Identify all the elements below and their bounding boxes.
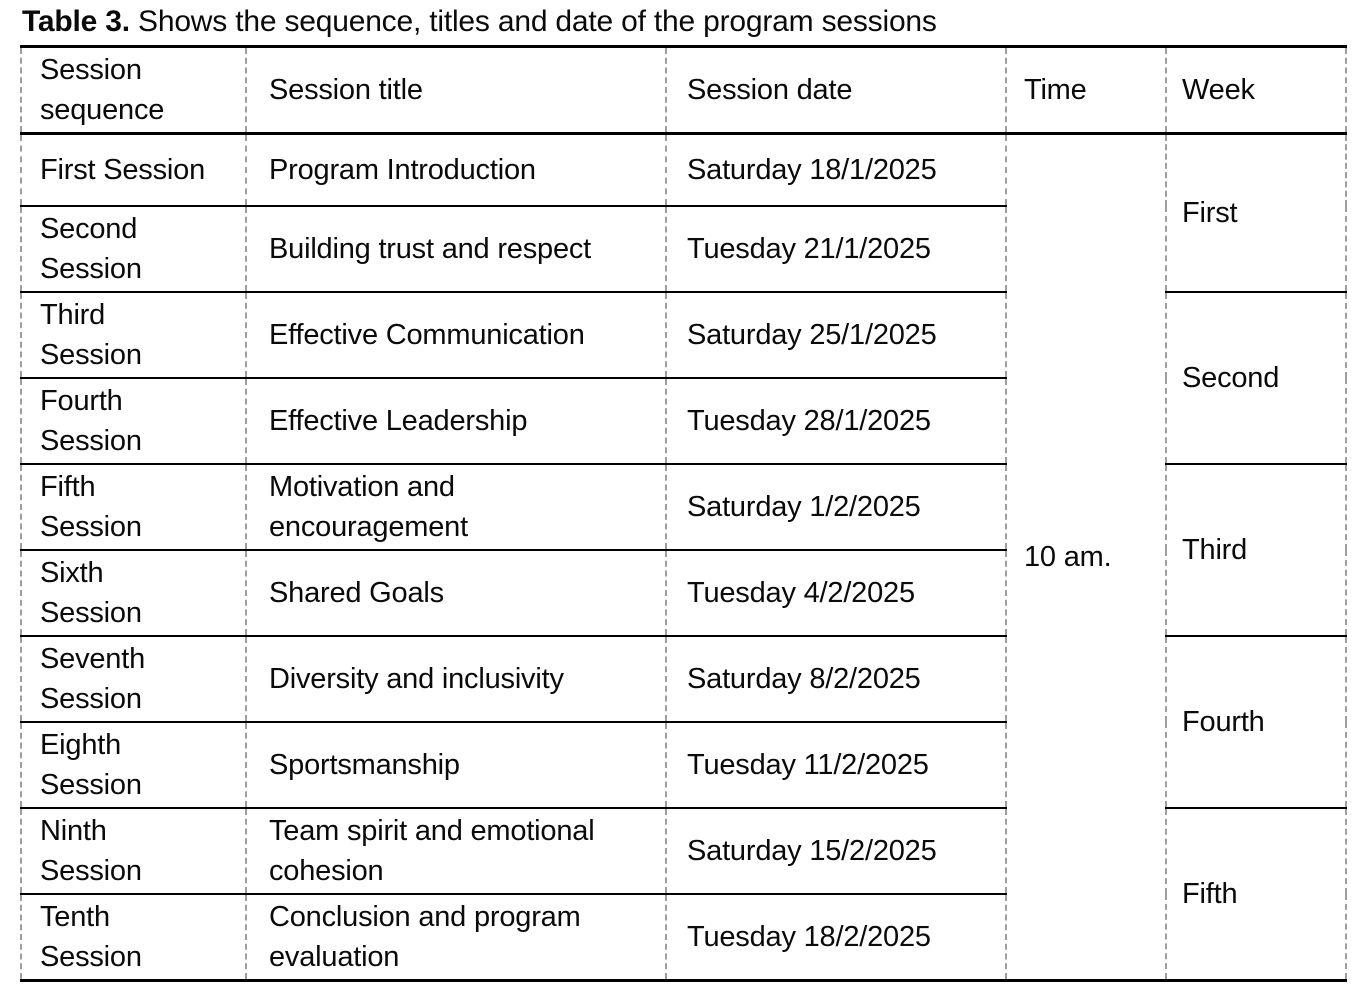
session-date-cell: Tuesday 4/2/2025 [666,550,1006,636]
header-session-title: Session title [246,47,666,134]
session-date-cell: Saturday 1/2/2025 [666,464,1006,550]
session-sequence-cell: Fourth Session [21,378,246,464]
session-sequence-cell: First Session [21,134,246,206]
week-cell: Second [1166,292,1346,464]
header-session-date: Session date [666,47,1006,134]
session-date-cell: Tuesday 28/1/2025 [666,378,1006,464]
session-date-cell: Saturday 25/1/2025 [666,292,1006,378]
session-sequence-cell: Ninth Session [21,808,246,894]
session-date-cell: Saturday 15/2/2025 [666,808,1006,894]
session-title-cell: Program Introduction [246,134,666,206]
header-week: Week [1166,47,1346,134]
session-date-cell: Saturday 18/1/2025 [666,134,1006,206]
header-time: Time [1006,47,1166,134]
session-title-cell: Diversity and inclusivity [246,636,666,722]
session-title-cell: Effective Communication [246,292,666,378]
session-sequence-cell: Sixth Session [21,550,246,636]
session-sequence-cell: Fifth Session [21,464,246,550]
sessions-table [20,45,1347,982]
session-sequence-cell: Seventh Session [21,636,246,722]
week-cell: Fifth [1166,808,1346,981]
session-date-cell: Tuesday 18/2/2025 [666,894,1006,981]
session-date-cell: Tuesday 11/2/2025 [666,722,1006,808]
table-caption-label: Table 3. [22,5,130,38]
week-cell: Third [1166,464,1346,636]
header-session-sequence: Session sequence [21,47,246,134]
session-sequence-cell: Tenth Session [21,894,246,981]
week-cell: Fourth [1166,636,1346,808]
session-title-cell: Team spirit and emotional cohesion [246,808,666,894]
week-cell: First [1166,134,1346,292]
session-title-cell: Shared Goals [246,550,666,636]
session-title-cell: Conclusion and program evaluation [246,894,666,981]
session-date-cell: Saturday 8/2/2025 [666,636,1006,722]
time-cell: 10 am. [1006,134,1166,981]
session-sequence-cell: Third Session [21,292,246,378]
session-title-cell: Motivation and encouragement [246,464,666,550]
session-title-cell: Building trust and respect [246,206,666,292]
table-caption-text: Shows the sequence, titles and date of the program sessions [138,5,937,38]
session-date-cell: Tuesday 21/1/2025 [666,206,1006,292]
session-sequence-cell: Eighth Session [21,722,246,808]
session-sequence-cell: Second Session [21,206,246,292]
table-caption [22,4,937,40]
header-row [21,47,1346,134]
table-row [21,134,1346,206]
session-title-cell: Effective Leadership [246,378,666,464]
session-title-cell: Sportsmanship [246,722,666,808]
